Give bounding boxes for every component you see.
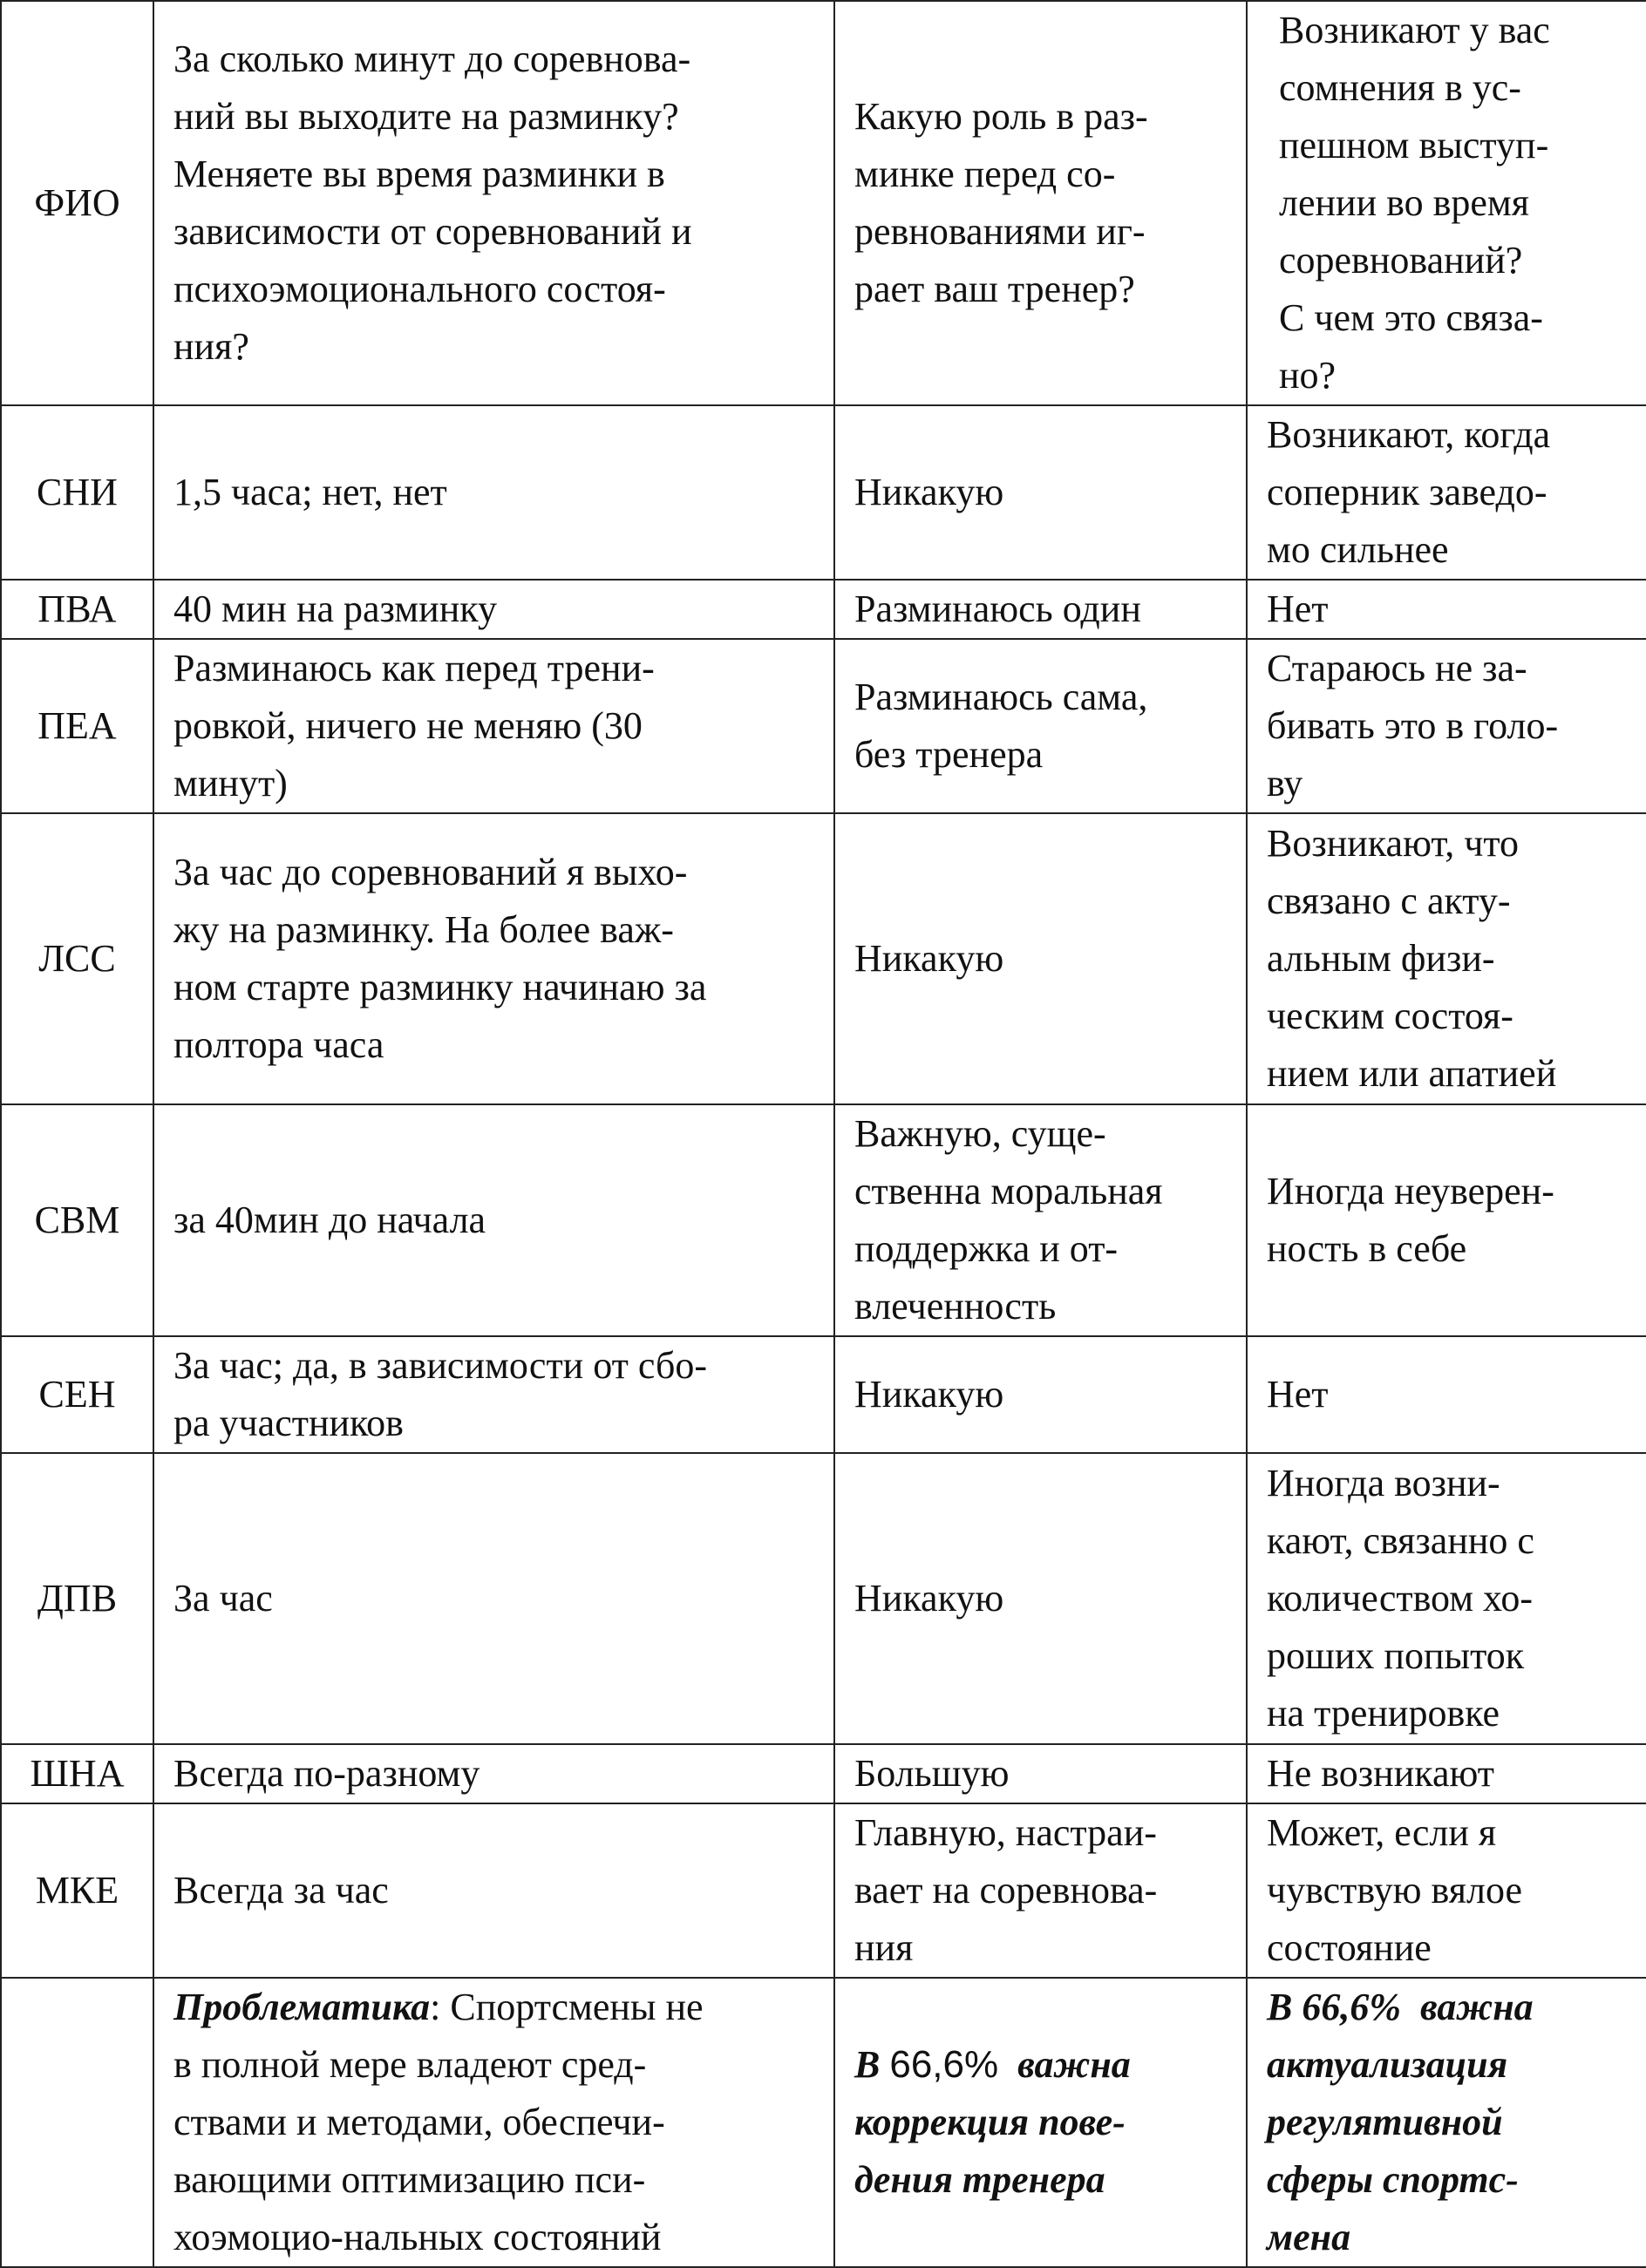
text-line: психоэмоционального состоя- xyxy=(173,268,666,310)
summary-coach-percent: 66,6% xyxy=(889,2043,999,2086)
respondent-initials: ПВА xyxy=(1,580,153,639)
text-line: коррекция пове- xyxy=(854,2101,1126,2143)
text-line: без тренера xyxy=(854,733,1044,776)
answer-coach-role xyxy=(834,639,1247,813)
text-line: жу на разминку. На более важ- xyxy=(173,908,674,951)
table-row xyxy=(1,1336,1646,1453)
text-line: Нет xyxy=(1267,1373,1329,1416)
respondent-initials: МКЕ xyxy=(1,1803,153,1978)
text-line: Разминаюсь один xyxy=(854,587,1141,630)
answer-doubts xyxy=(1247,1744,1646,1803)
text-line: Всегда по-разному xyxy=(173,1752,480,1795)
answer-coach-role xyxy=(834,1336,1247,1453)
answer-warmup-time xyxy=(153,580,834,639)
text-line: Может, если я xyxy=(1267,1811,1497,1854)
text-line: Иногда возни- xyxy=(1267,1462,1500,1504)
text-line: Никакую xyxy=(854,1577,1004,1620)
text-line: лении во время xyxy=(1279,181,1529,224)
answer-doubts xyxy=(1247,1803,1646,1978)
header-fio: ФИО xyxy=(1,1,153,405)
text-line: дения тренера xyxy=(854,2158,1105,2201)
text-line: за 40мин до начала xyxy=(173,1199,486,1241)
text-line: ревнованиями иг- xyxy=(854,210,1146,253)
summary-coach-rest: важна xyxy=(998,2043,1131,2086)
text-line: альным физи- xyxy=(1267,937,1495,980)
table-row xyxy=(1,1453,1646,1744)
text-line: бивать это в голо- xyxy=(1267,704,1559,747)
text-line: поддержка и от- xyxy=(854,1227,1119,1270)
table-row xyxy=(1,813,1646,1104)
text-line: пешном выступ- xyxy=(1279,124,1549,166)
text-line: Главную, настраи- xyxy=(854,1811,1157,1854)
summary-problem-text: Спортсмены не xyxy=(440,1986,704,2028)
respondent-initials: СНИ xyxy=(1,405,153,580)
answer-doubts xyxy=(1247,639,1646,813)
text-line: на тренировке xyxy=(1267,1692,1500,1735)
text-line: Не возникают xyxy=(1267,1752,1495,1795)
text-line: Разминаюсь как перед трени- xyxy=(173,647,655,689)
summary-problem-colon: : xyxy=(430,1986,441,2028)
text-line: нием или апатией xyxy=(1267,1052,1557,1095)
text-line: рает ваш тренер? xyxy=(854,268,1135,310)
text-line: чувствую вялое xyxy=(1267,1869,1523,1912)
text-line: В 66,6% важна xyxy=(1267,1986,1534,2028)
text-line: актуализация xyxy=(1267,2043,1508,2086)
text-line: связано с акту- xyxy=(1267,879,1511,922)
answer-doubts xyxy=(1247,1336,1646,1453)
text-line: состояние xyxy=(1267,1926,1432,1969)
text-line: влеченность xyxy=(854,1285,1057,1328)
text-line: минке перед со- xyxy=(854,153,1116,195)
text-line: ра участников xyxy=(173,1402,404,1444)
text-line: ствами и методами, обеспечи- xyxy=(173,2101,665,2143)
text-line: Разминаюсь сама, xyxy=(854,676,1148,718)
text-line: ном старте разминку начинаю за xyxy=(173,966,707,1008)
answer-warmup-time xyxy=(153,1803,834,1978)
text-line: Никакую xyxy=(854,937,1004,980)
text-line: За час до соревнований я выхо- xyxy=(173,851,688,893)
respondent-initials: СЕН xyxy=(1,1336,153,1453)
text-line: Нет xyxy=(1267,587,1329,630)
text-line: 1,5 часа; нет, нет xyxy=(173,471,447,513)
text-line: 40 мин на разминку xyxy=(173,587,497,630)
header-question-warmup-time xyxy=(153,1,834,405)
answer-doubts xyxy=(1247,580,1646,639)
summary-coach-prefix: В xyxy=(854,2043,890,2086)
text-line: Возникают, когда xyxy=(1267,413,1551,456)
text-line: Возникают у вас xyxy=(1279,9,1550,51)
answer-coach-role xyxy=(834,1104,1247,1336)
answer-warmup-time xyxy=(153,813,834,1104)
text-line: мена xyxy=(1267,2216,1351,2258)
text-line: сомнения в ус- xyxy=(1279,66,1521,109)
text-line: но? xyxy=(1279,354,1337,397)
table-row xyxy=(1,1104,1646,1336)
respondent-initials: ЛСС xyxy=(1,813,153,1104)
respondent-initials: СВМ xyxy=(1,1104,153,1336)
text-line: роших попыток xyxy=(1267,1634,1525,1677)
answer-warmup-time xyxy=(153,639,834,813)
answer-coach-role xyxy=(834,813,1247,1104)
header-question-coach-role xyxy=(834,1,1247,405)
text-line: вающими оптимизацию пси- xyxy=(173,2158,646,2201)
answer-coach-role xyxy=(834,1453,1247,1744)
text-line: ческим состоя- xyxy=(1267,995,1513,1037)
summary-coach-first-line xyxy=(854,2036,1228,2094)
summary-problem xyxy=(153,1978,834,2267)
header-question-doubts-text xyxy=(1267,2,1629,404)
text-line: ву xyxy=(1267,762,1303,805)
text-line: Никакую xyxy=(854,471,1004,513)
summary-fio xyxy=(1,1978,153,2267)
text-line: ния? xyxy=(173,325,249,368)
text-line: ность в себе xyxy=(1267,1227,1467,1270)
summary-athlete-conclusion xyxy=(1247,1978,1646,2267)
text-line: За час xyxy=(173,1577,273,1620)
answer-doubts xyxy=(1247,1104,1646,1336)
text-line: полтора часа xyxy=(173,1023,384,1066)
text-line: минут) xyxy=(173,762,288,805)
text-line: Стараюсь не за- xyxy=(1267,647,1527,689)
text-line: С чем это связа- xyxy=(1279,296,1543,339)
table-row xyxy=(1,639,1646,813)
respondent-initials: ДПВ xyxy=(1,1453,153,1744)
text-line: Важную, суще- xyxy=(854,1112,1106,1155)
answer-warmup-time xyxy=(153,1453,834,1744)
text-line: ний вы выходите на разминку? xyxy=(173,95,679,138)
text-line: Возникают, что xyxy=(1267,822,1520,865)
table-row xyxy=(1,405,1646,580)
respondent-initials: ПЕА xyxy=(1,639,153,813)
text-line: ния xyxy=(854,1926,914,1969)
text-line: соперник заведо- xyxy=(1267,471,1547,513)
answer-coach-role xyxy=(834,1744,1247,1803)
text-line: в полной мере владеют сред- xyxy=(173,2043,647,2086)
text-line: хоэмоцио-нальных состояний xyxy=(173,2216,662,2258)
text-line: регулятивной xyxy=(1267,2101,1503,2143)
text-line: Какую роль в раз- xyxy=(854,95,1148,138)
text-line: За сколько минут до соревнова- xyxy=(173,37,691,80)
text-line: мо сильнее xyxy=(1267,528,1449,571)
table-row xyxy=(1,580,1646,639)
table-row xyxy=(1,1803,1646,1978)
text-line: ственна моральная xyxy=(854,1170,1163,1212)
summary-problem-first-line xyxy=(173,1979,816,2036)
text-line: Меняете вы время разминки в xyxy=(173,153,665,195)
text-line: сферы спортс- xyxy=(1267,2158,1519,2201)
answer-coach-role xyxy=(834,580,1247,639)
text-line: Иногда неуверен- xyxy=(1267,1170,1554,1212)
text-line: вает на соревнова- xyxy=(854,1869,1158,1912)
text-line: Никакую xyxy=(854,1373,1004,1416)
text-line: ровкой, ничего не меняю (30 xyxy=(173,704,643,747)
answer-coach-role xyxy=(834,1803,1247,1978)
answer-doubts xyxy=(1247,813,1646,1104)
summary-problem-label: Проблематика xyxy=(173,1986,431,2028)
summary-row xyxy=(1,1978,1646,2267)
answer-warmup-time xyxy=(153,405,834,580)
answer-warmup-time xyxy=(153,1744,834,1803)
answer-doubts xyxy=(1247,1453,1646,1744)
text-line: Большую xyxy=(854,1752,1010,1795)
text-line: кают, связанно с xyxy=(1267,1519,1534,1562)
table-row xyxy=(1,1744,1646,1803)
answer-warmup-time xyxy=(153,1336,834,1453)
answer-doubts xyxy=(1247,405,1646,580)
text-line: соревнований? xyxy=(1279,239,1523,282)
answer-coach-role xyxy=(834,405,1247,580)
header-row xyxy=(1,1,1646,405)
text-line: Всегда за час xyxy=(173,1869,389,1912)
respondent-initials: ШНА xyxy=(1,1744,153,1803)
summary-coach-conclusion xyxy=(834,1978,1247,2267)
text-line: количеством хо- xyxy=(1267,1577,1534,1620)
text-line: зависимости от соревнований и xyxy=(173,210,692,253)
header-question-doubts xyxy=(1247,1,1646,405)
answer-warmup-time xyxy=(153,1104,834,1336)
text-line: За час; да, в зависимости от сбо- xyxy=(173,1344,707,1387)
